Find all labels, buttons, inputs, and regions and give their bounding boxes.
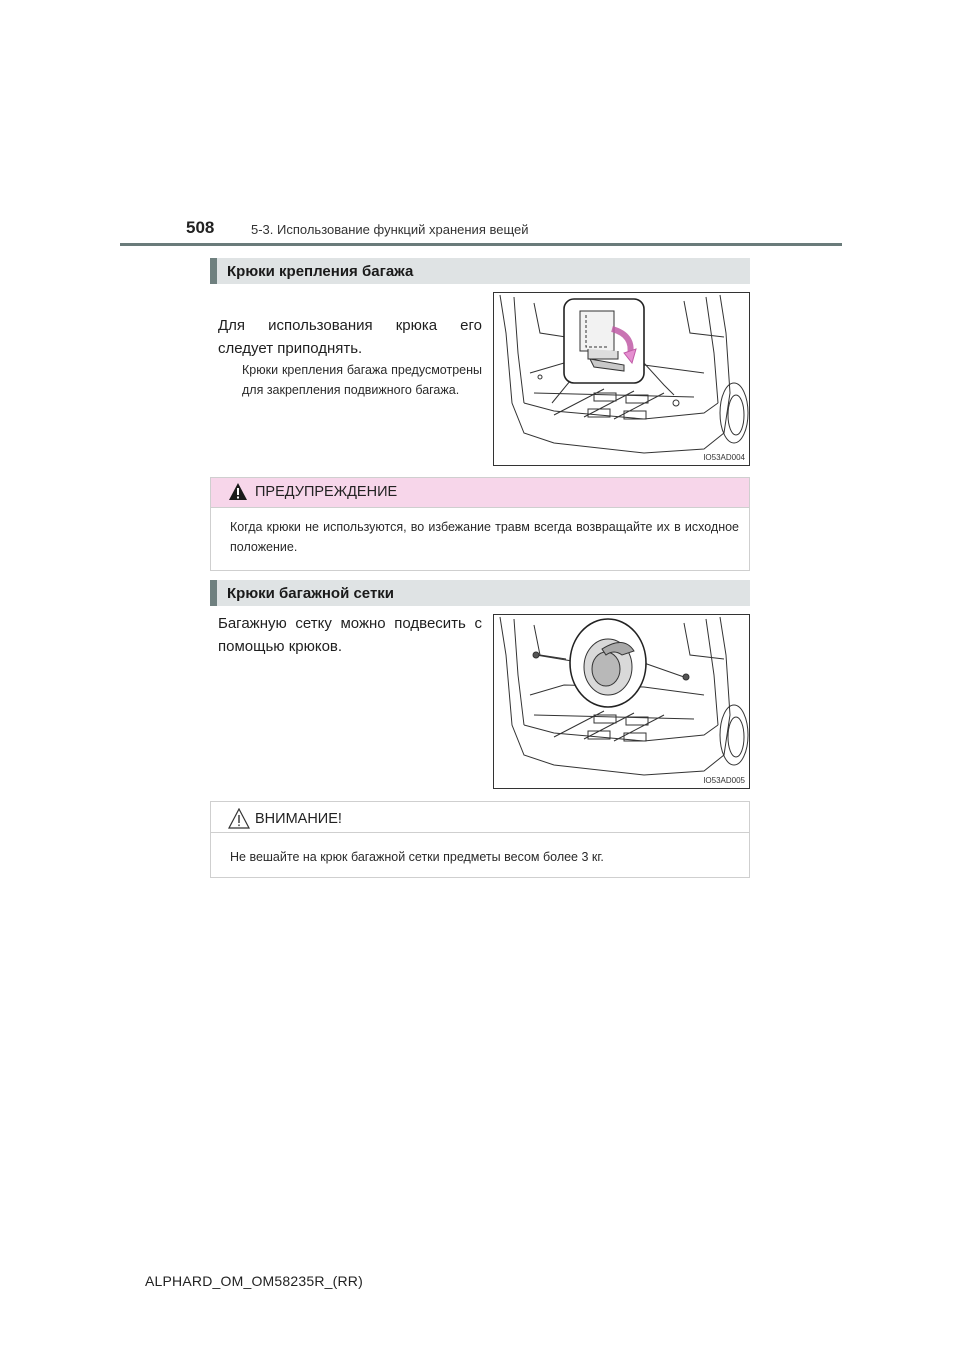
page-number: 508 bbox=[186, 218, 215, 237]
cargo-net-illustration bbox=[494, 615, 749, 788]
section-heading-luggage-hooks bbox=[210, 258, 750, 284]
caution-box bbox=[210, 801, 750, 878]
section-heading-text: Крюки крепления багажа bbox=[227, 263, 414, 280]
figure-code: IO53AD004 bbox=[703, 453, 745, 462]
warning-box bbox=[210, 477, 750, 571]
chapter-title: 5-3. Использование функций хранения вещей bbox=[251, 222, 529, 237]
caution-text: Не вешайте на крюк багажной сетки предметы весом более 3 кг. bbox=[230, 850, 604, 864]
warning-triangle-icon bbox=[228, 482, 248, 501]
cargo-area-illustration bbox=[494, 293, 749, 465]
warning-text: Когда крюки не используются, во избежание травм всегда возвращайте их в исходное положение. bbox=[230, 520, 739, 554]
lead-paragraph-net: Багажную сетку можно подвесить с помощью крюков. bbox=[218, 615, 482, 655]
figure-code: IO53AD005 bbox=[703, 776, 745, 785]
note-paragraph: Крюки крепления багажа предусмотрены для закрепления подвижного багажа. bbox=[242, 363, 482, 397]
lead-paragraph: Для использования крюка его следует приподнять. bbox=[218, 317, 482, 357]
section-heading-net-hooks bbox=[210, 580, 750, 606]
figure-net-hooks bbox=[493, 614, 750, 789]
caution-triangle-icon bbox=[228, 808, 250, 829]
warning-label: ПРЕДУПРЕЖДЕНИЕ bbox=[255, 484, 398, 500]
caution-label: ВНИМАНИЕ! bbox=[255, 811, 342, 827]
figure-luggage-hooks bbox=[493, 292, 750, 466]
warning-header bbox=[211, 478, 749, 508]
header-divider bbox=[120, 243, 842, 246]
document-id: ALPHARD_OM_OM58235R_(RR) bbox=[145, 1273, 363, 1289]
caution-header bbox=[211, 802, 749, 833]
section-heading-text: Крюки багажной сетки bbox=[227, 585, 395, 602]
